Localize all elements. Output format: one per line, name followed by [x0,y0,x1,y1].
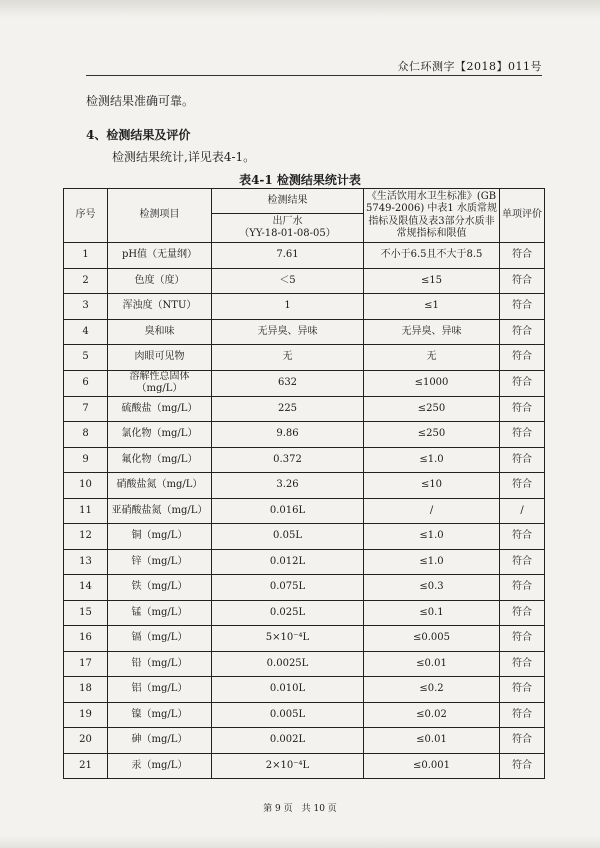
cell-result: 0.005L [212,702,364,728]
cell-limit: ≤250 [364,396,500,422]
table-row [64,702,545,728]
cell-item: 铜（mg/L） [108,524,212,550]
cell-item: 铁（mg/L） [108,575,212,601]
cell-item: 肉眼可见物 [108,345,212,371]
cell-item: pH值（无量纲） [108,243,212,269]
cell-evaluation: 符合 [500,268,545,294]
cell-no: 14 [64,575,108,601]
cell-no: 8 [64,422,108,448]
table-row [64,396,545,422]
cell-no: 20 [64,728,108,754]
header-item: 检测项目 [108,189,212,243]
cell-limit: ≤0.01 [364,728,500,754]
table-row [64,243,545,269]
cell-item: 臭和味 [108,319,212,345]
cell-limit: 不小于6.5且不大于8.5 [364,243,500,269]
cell-evaluation: 符合 [500,370,545,396]
cell-limit: ≤1.0 [364,447,500,473]
scan-bottom-edge [0,836,600,848]
cell-no: 4 [64,319,108,345]
cell-result: 0.075L [212,575,364,601]
cell-no: 5 [64,345,108,371]
cell-result: 0.0025L [212,651,364,677]
cell-evaluation: / [500,498,545,524]
cell-no: 18 [64,677,108,703]
cell-result: 1 [212,294,364,320]
table-caption: 表4-1 检测结果统计表 [239,173,361,187]
table-row [64,524,545,550]
table-row [64,447,545,473]
header-no: 序号 [64,189,108,243]
cell-item: 砷（mg/L） [108,728,212,754]
cell-evaluation: 符合 [500,345,545,371]
cell-no: 12 [64,524,108,550]
scan-top-shadow [0,0,600,18]
cell-no: 9 [64,447,108,473]
cell-no: 16 [64,626,108,652]
cell-evaluation: 符合 [500,753,545,779]
cell-result: 2×10⁻⁴L [212,753,364,779]
cell-result: 0.372 [212,447,364,473]
cell-limit: ≤15 [364,268,500,294]
cell-result: 0.002L [212,728,364,754]
table-row [64,498,545,524]
cell-item: 镉（mg/L） [108,626,212,652]
cell-result: 225 [212,396,364,422]
cell-result: 0.05L [212,524,364,550]
cell-item: 硫酸盐（mg/L） [108,396,212,422]
header-sample-name: 出厂水 [272,215,303,227]
cell-limit: ≤0.005 [364,626,500,652]
table-row [64,345,545,371]
cell-limit: ≤1000 [364,370,500,396]
cell-limit: ≤250 [364,422,500,448]
cell-no: 7 [64,396,108,422]
table-row [64,422,545,448]
cell-limit: ≤0.1 [364,600,500,626]
cell-limit: ≤0.01 [364,651,500,677]
header-sample [212,214,364,243]
cell-limit: ≤1.0 [364,524,500,550]
cell-result: 无异臭、异味 [212,319,364,345]
cell-no: 21 [64,753,108,779]
cell-no: 6 [64,370,108,396]
cell-evaluation: 符合 [500,600,545,626]
header-result: 检测结果 [212,189,364,214]
cell-item: 铝（mg/L） [108,677,212,703]
cell-evaluation: 符合 [500,396,545,422]
cell-evaluation: 符合 [500,702,545,728]
table-row [64,294,545,320]
cell-item: 铅（mg/L） [108,651,212,677]
cell-result: 0.025L [212,600,364,626]
document-number: 众仁环测字【2018】011号 [397,60,542,73]
cell-no: 11 [64,498,108,524]
cell-limit: ≤0.2 [364,677,500,703]
header-divider [86,75,542,76]
cell-item: 镍（mg/L） [108,702,212,728]
cell-evaluation: 符合 [500,243,545,269]
section-title: 4、检测结果及评价 [86,128,191,142]
table-row [64,626,545,652]
cell-no: 17 [64,651,108,677]
header-evaluation: 单项评价 [500,189,545,243]
cell-limit: ≤10 [364,473,500,499]
table-row [64,473,545,499]
table-row [64,753,545,779]
cell-evaluation: 符合 [500,422,545,448]
cell-limit: / [364,498,500,524]
cell-evaluation: 符合 [500,728,545,754]
cell-item: 汞（mg/L） [108,753,212,779]
cell-result: ＜5 [212,268,364,294]
cell-evaluation: 符合 [500,677,545,703]
cell-item: 氟化物（mg/L） [108,447,212,473]
table-row [64,370,545,396]
cell-limit: ≤0.3 [364,575,500,601]
cell-evaluation: 符合 [500,549,545,575]
cell-limit: 无异臭、异味 [364,319,500,345]
cell-no: 10 [64,473,108,499]
table-row [64,677,545,703]
cell-evaluation: 符合 [500,319,545,345]
cell-evaluation: 符合 [500,524,545,550]
cell-item: 锰（mg/L） [108,600,212,626]
results-table [63,188,545,779]
header-sample-id: （YY-18-01-08-05） [239,228,336,239]
cell-item: 硝酸盐氮（mg/L） [108,473,212,499]
cell-item: 亚硝酸盐氮（mg/L） [108,498,212,524]
cell-item: 锌（mg/L） [108,549,212,575]
cell-no: 19 [64,702,108,728]
header-standard: 《生活饮用水卫生标准》(GB 5749-2006) 中表1 水质常规指标及限值及表3部分水质非常规指标和限值 [364,189,500,243]
cell-evaluation: 符合 [500,473,545,499]
table-row [64,600,545,626]
table-row [64,319,545,345]
cell-limit: ≤0.001 [364,753,500,779]
cell-no: 13 [64,549,108,575]
cell-item: 溶解性总固体（mg/L） [108,370,212,396]
cell-no: 15 [64,600,108,626]
cell-result: 0.016L [212,498,364,524]
cell-item: 浑浊度（NTU） [108,294,212,320]
cell-item: 色度（度） [108,268,212,294]
cell-evaluation: 符合 [500,626,545,652]
table-row [64,575,545,601]
cell-limit: ≤1.0 [364,549,500,575]
cell-evaluation: 符合 [500,447,545,473]
cell-item: 氯化物（mg/L） [108,422,212,448]
cell-no: 2 [64,268,108,294]
cell-result: 0.012L [212,549,364,575]
cell-limit: 无 [364,345,500,371]
body-paragraph-reference: 检测结果统计,详见表4-1。 [112,150,256,164]
cell-limit: ≤0.02 [364,702,500,728]
cell-result: 5×10⁻⁴L [212,626,364,652]
cell-evaluation: 符合 [500,575,545,601]
cell-evaluation: 符合 [500,651,545,677]
cell-result: 无 [212,345,364,371]
body-paragraph-conclusion: 检测结果准确可靠。 [86,94,195,108]
cell-result: 7.61 [212,243,364,269]
cell-no: 3 [64,294,108,320]
table-row [64,268,545,294]
cell-evaluation: 符合 [500,294,545,320]
table-row [64,549,545,575]
cell-result: 9.86 [212,422,364,448]
table-row [64,651,545,677]
page-footer: 第 9 页 共 10 页 [263,804,337,814]
cell-result: 3.26 [212,473,364,499]
table-row [64,728,545,754]
cell-no: 1 [64,243,108,269]
cell-limit: ≤1 [364,294,500,320]
cell-result: 0.010L [212,677,364,703]
cell-result: 632 [212,370,364,396]
